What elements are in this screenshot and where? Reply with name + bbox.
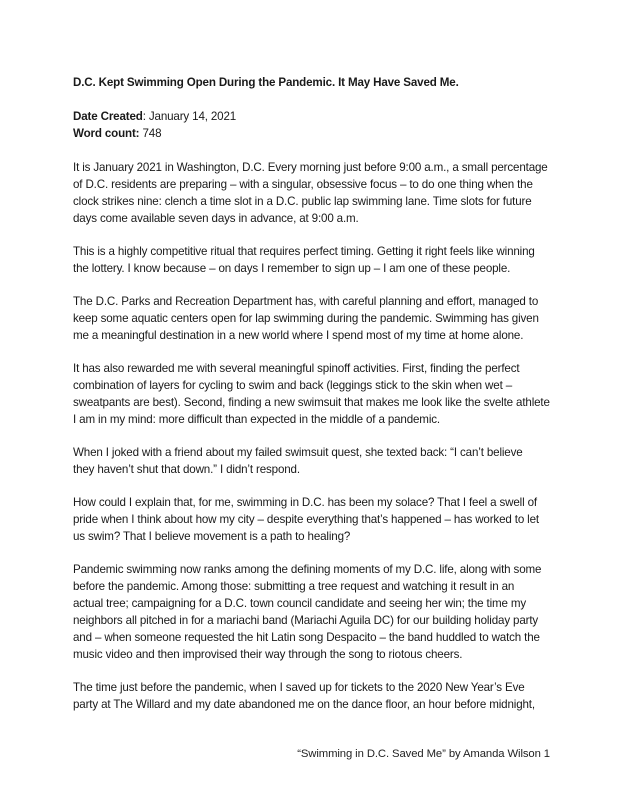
text-line: actual tree; campaigning for a D.C. town council candidate and seeing her win; the time my: [73, 597, 527, 610]
text-line: days come available seven days in advance, at 9:00 a.m.: [73, 212, 359, 225]
date-created: [73, 108, 553, 125]
word-count-value: 748: [139, 127, 162, 140]
document-title: D.C. Kept Swimming Open During the Pandemic. It May Have Saved Me.: [73, 76, 459, 89]
text-line: It has also rewarded me with several meaningful spinoff activities. First, finding the perfect: [73, 362, 520, 375]
text-line: of D.C. residents are preparing – with a singular, obsessive focus – to do one thing when the: [73, 178, 533, 191]
text-line: keep some aquatic centers open for lap swimming during the pandemic. Swimming has given: [73, 312, 539, 325]
text-line: clock strikes nine: clench a time slot in a D.C. public lap swimming lane. Time slots for future: [73, 195, 532, 208]
paragraph: [73, 159, 553, 227]
paragraphs: [73, 159, 553, 713]
paragraph: [73, 494, 553, 545]
paragraph: [73, 360, 553, 428]
text-line: Pandemic swimming now ranks among the defining moments of my D.C. life, along with some: [73, 563, 542, 576]
date-created-label: Date Created: [73, 110, 143, 123]
text-line: I am in my mind: more difficult than expected in the middle of a pandemic.: [73, 413, 440, 426]
text-line: party at The Willard and my date abandoned me on the dance floor, an hour before midnight,: [73, 698, 535, 711]
text-line: sweatpants are best). Second, finding a new swimsuit that makes me look like the svelte athlete: [73, 396, 550, 409]
word-count: [73, 125, 553, 142]
text-line: The time just before the pandemic, when I saved up for tickets to the 2020 New Year’s Eve: [73, 681, 525, 694]
text-line: It is January 2021 in Washington, D.C. Every morning just before 9:00 a.m., a small percentage: [73, 161, 548, 174]
paragraph: [73, 679, 553, 713]
text-line: music video and then improvised their way through the song to riotous cheers.: [73, 648, 463, 661]
text-line: they haven’t shut that down.” I didn’t respond.: [73, 463, 300, 476]
text-line: and – when someone requested the hit Latin song Despacito – the band huddled to watch the: [73, 631, 540, 644]
paragraph: [73, 293, 553, 344]
paragraph: [73, 444, 553, 478]
word-count-label: Word count:: [73, 127, 140, 140]
text-line: The D.C. Parks and Recreation Department has, with careful planning and effort, managed to: [73, 295, 539, 308]
paragraph: [73, 243, 553, 277]
text-line: neighbors all pitched in for a mariachi band (Mariachi Aguila DC) for our building holiday party: [73, 614, 539, 627]
text-line: the lottery. I know because – on days I remember to sign up – I am one of these people.: [73, 262, 511, 275]
page-footer: “Swimming in D.C. Saved Me” by Amanda Wilson 1: [297, 748, 550, 760]
date-created-value: : January 14, 2021: [142, 110, 237, 123]
text-line: When I joked with a friend about my failed swimsuit quest, she texted back: “I can’t believe: [73, 446, 523, 459]
text-line: us swim? That I believe movement is a path to healing?: [73, 530, 351, 543]
document-body: [73, 74, 553, 729]
text-line: This is a highly competitive ritual that requires perfect timing. Getting it right feels like winning: [73, 245, 535, 258]
text-line: pride when I think about how my city – despite everything that’s happened – has worked to let: [73, 513, 539, 526]
text-line: combination of layers for cycling to swim and back (leggings stick to the skin when wet –: [73, 379, 513, 392]
text-line: How could I explain that, for me, swimming in D.C. has been my solace? That I feel a swell of: [73, 496, 537, 509]
document-meta: [73, 108, 553, 142]
text-line: me a meaningful destination in a new world where I spend most of my time at home alone.: [73, 329, 524, 342]
paragraph: [73, 561, 553, 663]
text-line: before the pandemic. Among those: submitting a tree request and watching it result in an: [73, 580, 515, 593]
